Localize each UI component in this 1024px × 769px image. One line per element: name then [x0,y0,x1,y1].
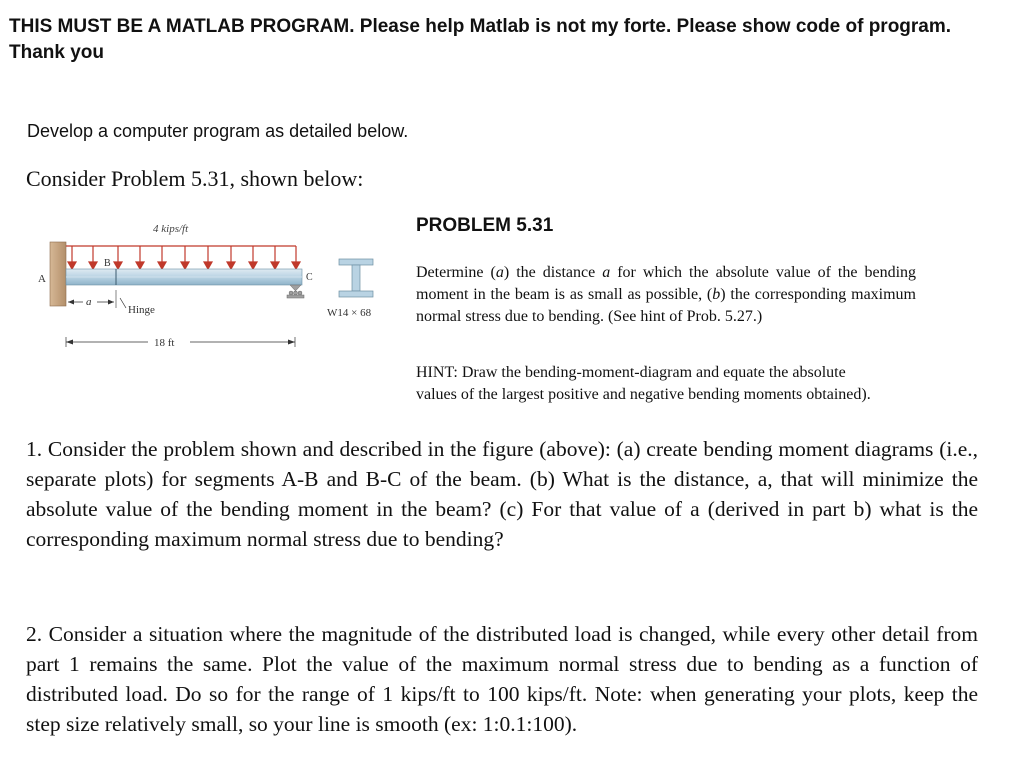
roller-support [287,285,304,298]
hinge-label: Hinge [128,304,155,316]
distributed-load-arrows [68,246,300,269]
hint-line-2: values of the largest positive and negative bending moments obtained). [416,386,871,403]
problem-text: Determine (a) the distance a for which the absolute value of the bending moment in the beam is as small as possible, (b) the corresponding maximum normal stress due to bending. (See hint of Prob. 5.27.) [416,264,917,325]
load-label: 4 kips/ft [153,223,189,235]
consider-text: Consider Problem 5.31, shown below: [26,166,364,191]
intro-text: Develop a computer program as detailed below. [27,121,409,141]
problem-title: PROBLEM 5.31 [416,215,554,236]
wall-support [50,242,66,306]
question-2: 2. Consider a situation where the magnitude of the distributed load is changed, while every other detail from part 1 remains the same. Plot the value of the maximum normal stress due to bending as a function of distributed load. Do so for the range of 1 kips/ft to 100 kips/ft. Note: when generating your plots, keep the step size relatively small, so your line is smooth (ex: 1:0.1:100). [26,622,978,736]
i-beam-section-icon [339,259,373,297]
request-header: THIS MUST BE A MATLAB PROGRAM. Please help Matlab is not my forte. Please show code of program. Thank you [9,16,952,63]
point-b-label: B [104,258,111,269]
hint-line-1: HINT: Draw the bending-moment-diagram and equate the absolute [416,364,846,381]
problem-hint [416,362,976,406]
beam-figure [38,212,418,362]
support-a-label: A [38,273,46,285]
dim-length-label: 18 ft [154,337,175,349]
question-1: 1. Consider the problem shown and described in the figure (above): (a) create bending moment diagrams (i.e., separate plots) for segments A-B and B-C of the beam. (b) What is the distance, a, that will minimize the absolute value of the bending moment in the beam? (c) For that value of a (derived in part b) what is the corresponding maximum normal stress due to bending? [26,437,978,551]
dim-a-label: a [86,296,92,308]
section-label: W14 × 68 [327,307,372,319]
point-c-label: C [306,272,313,283]
